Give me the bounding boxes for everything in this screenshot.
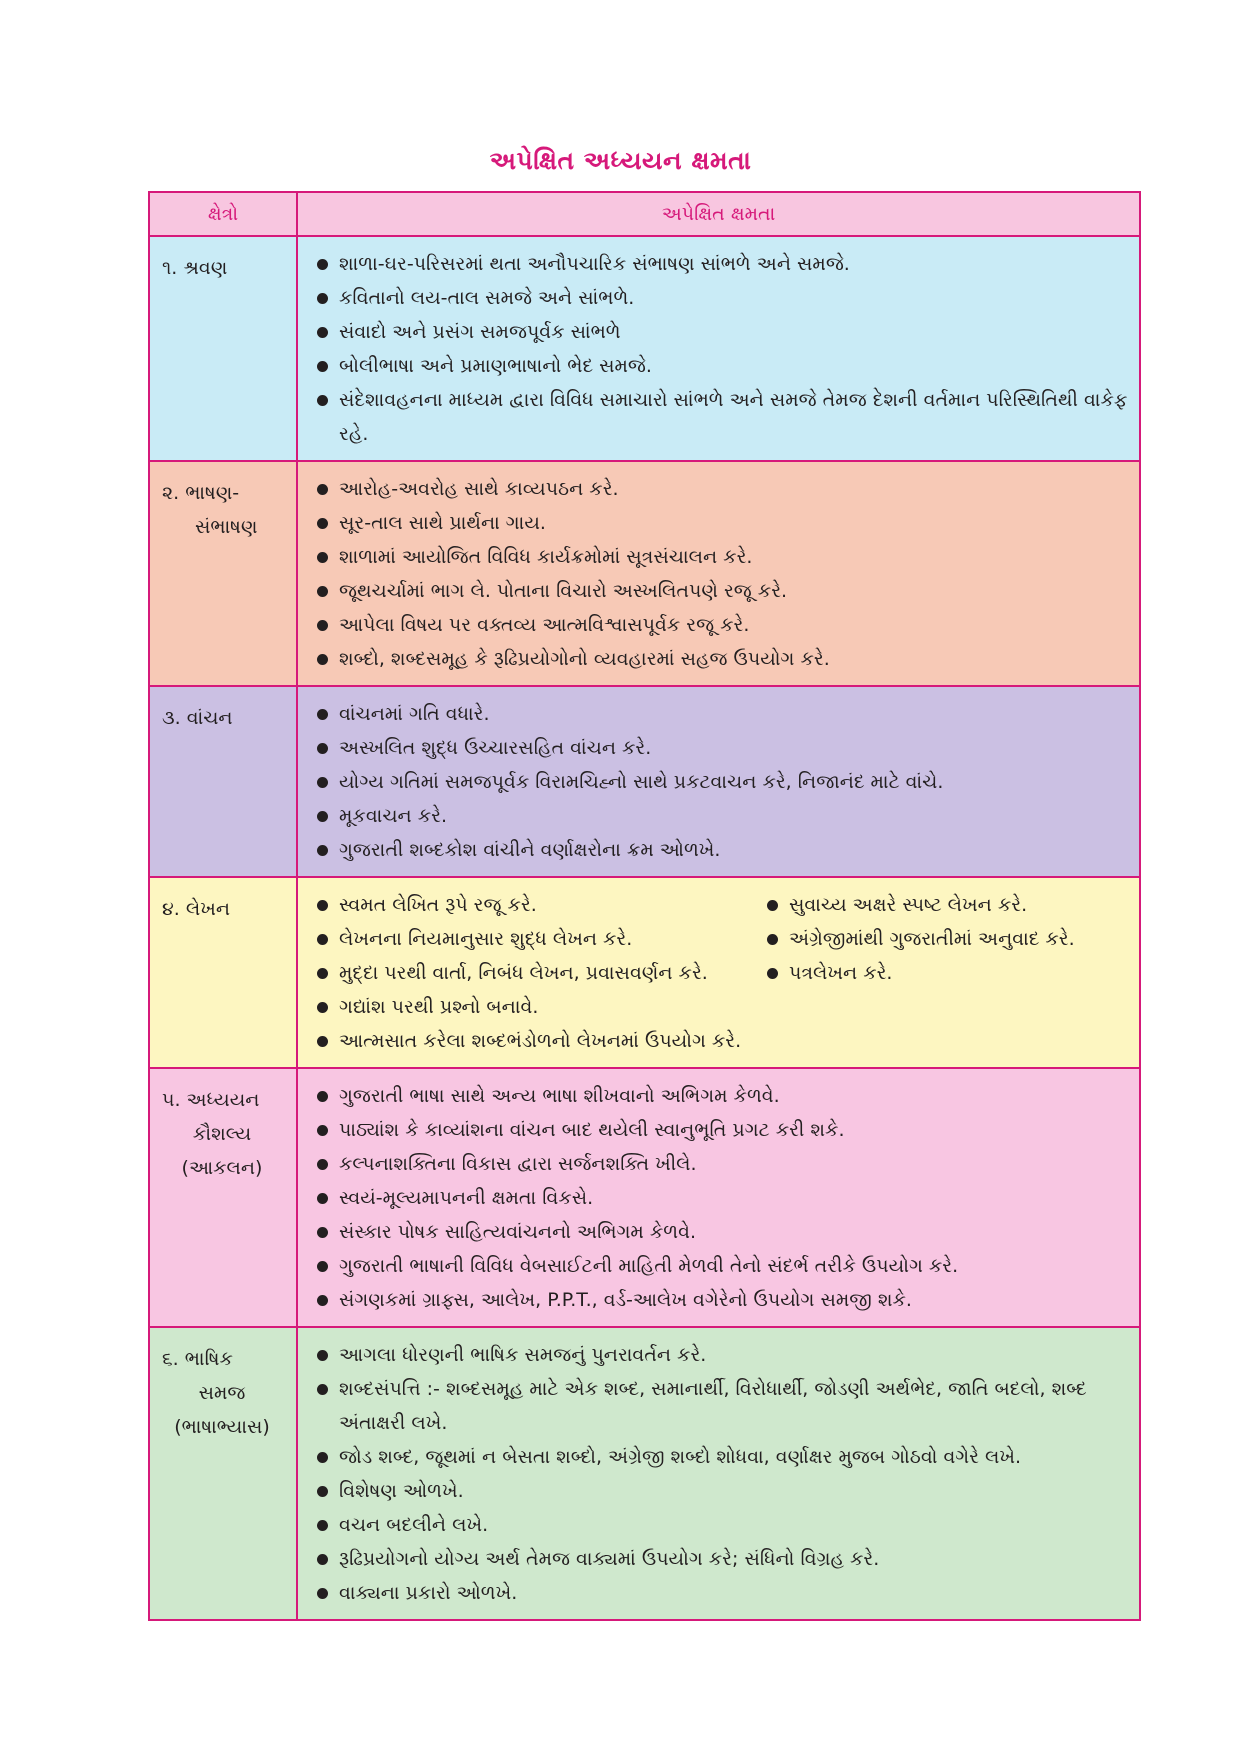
area-label: ૫. અધ્યયન [162, 1089, 260, 1111]
ability-list-right [765, 879, 1085, 1066]
list-item: સંદેશાવહનના માધ્યમ દ્વારા વિવિધ સમાચારો સાંભળે અને સમજે તેમજ દેશની વર્તમાન પરિસ્થિતિથી વાકેફ રહે. [315, 383, 1128, 451]
list-item: મૂકવાચન કરે. [315, 799, 1128, 833]
list-item: કવિતાનો લય-તાલ સમજે અને સાંભળે. [315, 281, 1128, 315]
list-item: અસ્ખલિત શુદ્ધ ઉચ્ચારસહિત વાંચન કરે. [315, 731, 1128, 765]
ability-list [299, 238, 1138, 459]
area-label: ૩. વાંચન [162, 707, 233, 729]
area-cell [149, 1327, 297, 1620]
header-area: ક્ષેત્રો [149, 192, 297, 236]
table-row-reading [149, 686, 1140, 877]
list-item: વાંચનમાં ગતિ વધારે. [315, 697, 1128, 731]
list-item: સ્વયં-મૂલ્યમાપનની ક્ષમતા વિકસે. [315, 1181, 1128, 1215]
list-item: સંવાદો અને પ્રસંગ સમજપૂર્વક સાંભળે [315, 315, 1128, 349]
list-item: ગુજરાતી ભાષા સાથે અન્ય ભાષા શીખવાનો અભિગમ કેળવે. [315, 1079, 1128, 1113]
ability-cell [297, 1068, 1140, 1327]
area-cell [149, 877, 297, 1068]
list-item: અંગ્રેજીમાંથી ગુજરાતીમાં અનુવાદ કરે. [765, 922, 1075, 956]
area-label-line3: (આકલન) [181, 1157, 263, 1179]
list-item: આત્મસાત કરેલા શબ્દભંડોળનો લેખનમાં ઉપયોગ કરે. [315, 1024, 765, 1058]
area-label-line3: (ભાષાભ્યાસ) [174, 1416, 270, 1438]
list-item: સુવાચ્ય અક્ષરે સ્પષ્ટ લેખન કરે. [765, 888, 1075, 922]
list-item: શબ્દો, શબ્દસમૂહ કે રૂઢિપ્રયોગોનો વ્યવહારમાં સહજ ઉપયોગ કરે. [315, 642, 1128, 676]
list-item: સ્વમત લેખિત રૂપે રજૂ કરે. [315, 888, 765, 922]
list-item: આરોહ-અવરોહ સાથે કાવ્યપઠન કરે. [315, 472, 1128, 506]
area-label: ૨. ભાષણ- [162, 482, 240, 504]
list-item: વિશેષણ ઓળખે. [315, 1474, 1128, 1508]
list-item: શાળા-ઘર-પરિસરમાં થતા અનૌપચારિક સંભાષણ સાંભળે અને સમજે. [315, 247, 1128, 281]
ability-cell [297, 877, 1140, 1068]
page-title: અપેક્ષિત અધ્યયન ક્ષમતા [489, 146, 752, 175]
area-label-line2: સમજ [198, 1382, 246, 1404]
list-item: સંસ્કાર પોષક સાહિત્યવાંચનનો અભિગમ કેળવે. [315, 1215, 1128, 1249]
list-item: વચન બદલીને લખે. [315, 1508, 1128, 1542]
list-item: શાળામાં આયોજિત વિવિધ કાર્યક્રમોમાં સૂત્રસંચાલન કરે. [315, 540, 1128, 574]
ability-list [299, 688, 1138, 875]
list-item: આગલા ધોરણની ભાષિક સમજનું પુનરાવર્તન કરે. [315, 1338, 1128, 1372]
ability-list [299, 1329, 1138, 1618]
header-ability: અપેક્ષિત ક્ષમતા [297, 192, 1140, 236]
list-item: યોગ્ય ગતિમાં સમજપૂર્વક વિરામચિહ્નો સાથે પ્રકટવાચન કરે, નિજાનંદ માટે વાંચે. [315, 765, 1128, 799]
ability-cell [297, 686, 1140, 877]
area-label: ૪. લેખન [162, 898, 230, 920]
list-item: પાઠ્યાંશ કે કાવ્યાંશના વાંચન બાદ થયેલી સ્વાનુભૂતિ પ્રગટ કરી શકે. [315, 1113, 1128, 1147]
list-item: ગુજરાતી ભાષાની વિવિધ વેબસાઈટની માહિતી મેળવી તેનો સંદર્ભ તરીકે ઉપયોગ કરે. [315, 1249, 1128, 1283]
area-cell [149, 461, 297, 686]
list-item: શબ્દસંપત્તિ :- શબ્દસમૂહ માટે એક શબ્દ, સમાનાર્થી, વિરોધાર્થી, જોડણી અર્થભેદ, જાતિ બદલો, શબ્દ અંતાક્ષરી લખે. [315, 1372, 1128, 1440]
table-row-listening [149, 236, 1140, 461]
area-cell [149, 236, 297, 461]
list-item: પત્રલેખન કરે. [765, 956, 1075, 990]
table-row-language-understanding [149, 1327, 1140, 1620]
list-item: બોલીભાષા અને પ્રમાણભાષાનો ભેદ સમજે. [315, 349, 1128, 383]
table-row-writing [149, 877, 1140, 1068]
area-label-line2: કૌશલ્ય [192, 1123, 252, 1145]
ability-cell [297, 236, 1140, 461]
list-item: કલ્પનાશક્તિના વિકાસ દ્વારા સર્જનશક્તિ ખીલે. [315, 1147, 1128, 1181]
list-item: જોડ શબ્દ, જૂથમાં ન બેસતા શબ્દો, અંગ્રેજી શબ્દો શોધવા, વર્ણાક્ષર મુજબ ગોઠવો વગેરે લખે. [315, 1440, 1128, 1474]
area-label-line2: સંભાષણ [195, 516, 258, 538]
ability-list-left [299, 879, 765, 1066]
area-label: ૬. ભાષિક [162, 1348, 233, 1370]
area-cell [149, 1068, 297, 1327]
list-item: લેખનના નિયમાનુસાર શુદ્ધ લેખન કરે. [315, 922, 765, 956]
table-header-row [149, 192, 1140, 236]
ability-list [299, 463, 1138, 684]
table-row-learning-skills [149, 1068, 1140, 1327]
competency-table [148, 191, 1141, 1621]
list-item: વાક્યના પ્રકારો ઓળખે. [315, 1576, 1128, 1610]
area-label: ૧. શ્રવણ [162, 257, 228, 279]
list-item: ગદ્યાંશ પરથી પ્રશ્નો બનાવે. [315, 990, 765, 1024]
list-item: સૂર-તાલ સાથે પ્રાર્થના ગાય. [315, 506, 1128, 540]
list-item: સંગણકમાં ગ્રાફ્સ, આલેખ, P.P.T., વર્ડ-આલેખ વગેરેનો ઉપયોગ સમજી શકે. [315, 1283, 1128, 1317]
list-item: આપેલા વિષય પર વક્તવ્ય આત્મવિશ્વાસપૂર્વક રજૂ કરે. [315, 608, 1128, 642]
ability-cell [297, 461, 1140, 686]
ability-cell [297, 1327, 1140, 1620]
list-item: મુદ્દા પરથી વાર્તા, નિબંધ લેખન, પ્રવાસવર્ણન કરે. [315, 956, 765, 990]
list-item: રૂઢિપ્રયોગનો યોગ્ય અર્થ તેમજ વાક્યમાં ઉપયોગ કરે; સંધિનો વિગ્રહ કરે. [315, 1542, 1128, 1576]
list-item: જૂથચર્ચામાં ભાગ લે. પોતાના વિચારો અસ્ખલિતપણે રજૂ કરે. [315, 574, 1128, 608]
table-row-speaking [149, 461, 1140, 686]
list-item: ગુજરાતી શબ્દકોશ વાંચીને વર્ણાક્ષરોના ક્રમ ઓળખે. [315, 833, 1128, 867]
ability-list [299, 1070, 1138, 1325]
area-cell [149, 686, 297, 877]
ability-columns [299, 879, 1138, 1066]
